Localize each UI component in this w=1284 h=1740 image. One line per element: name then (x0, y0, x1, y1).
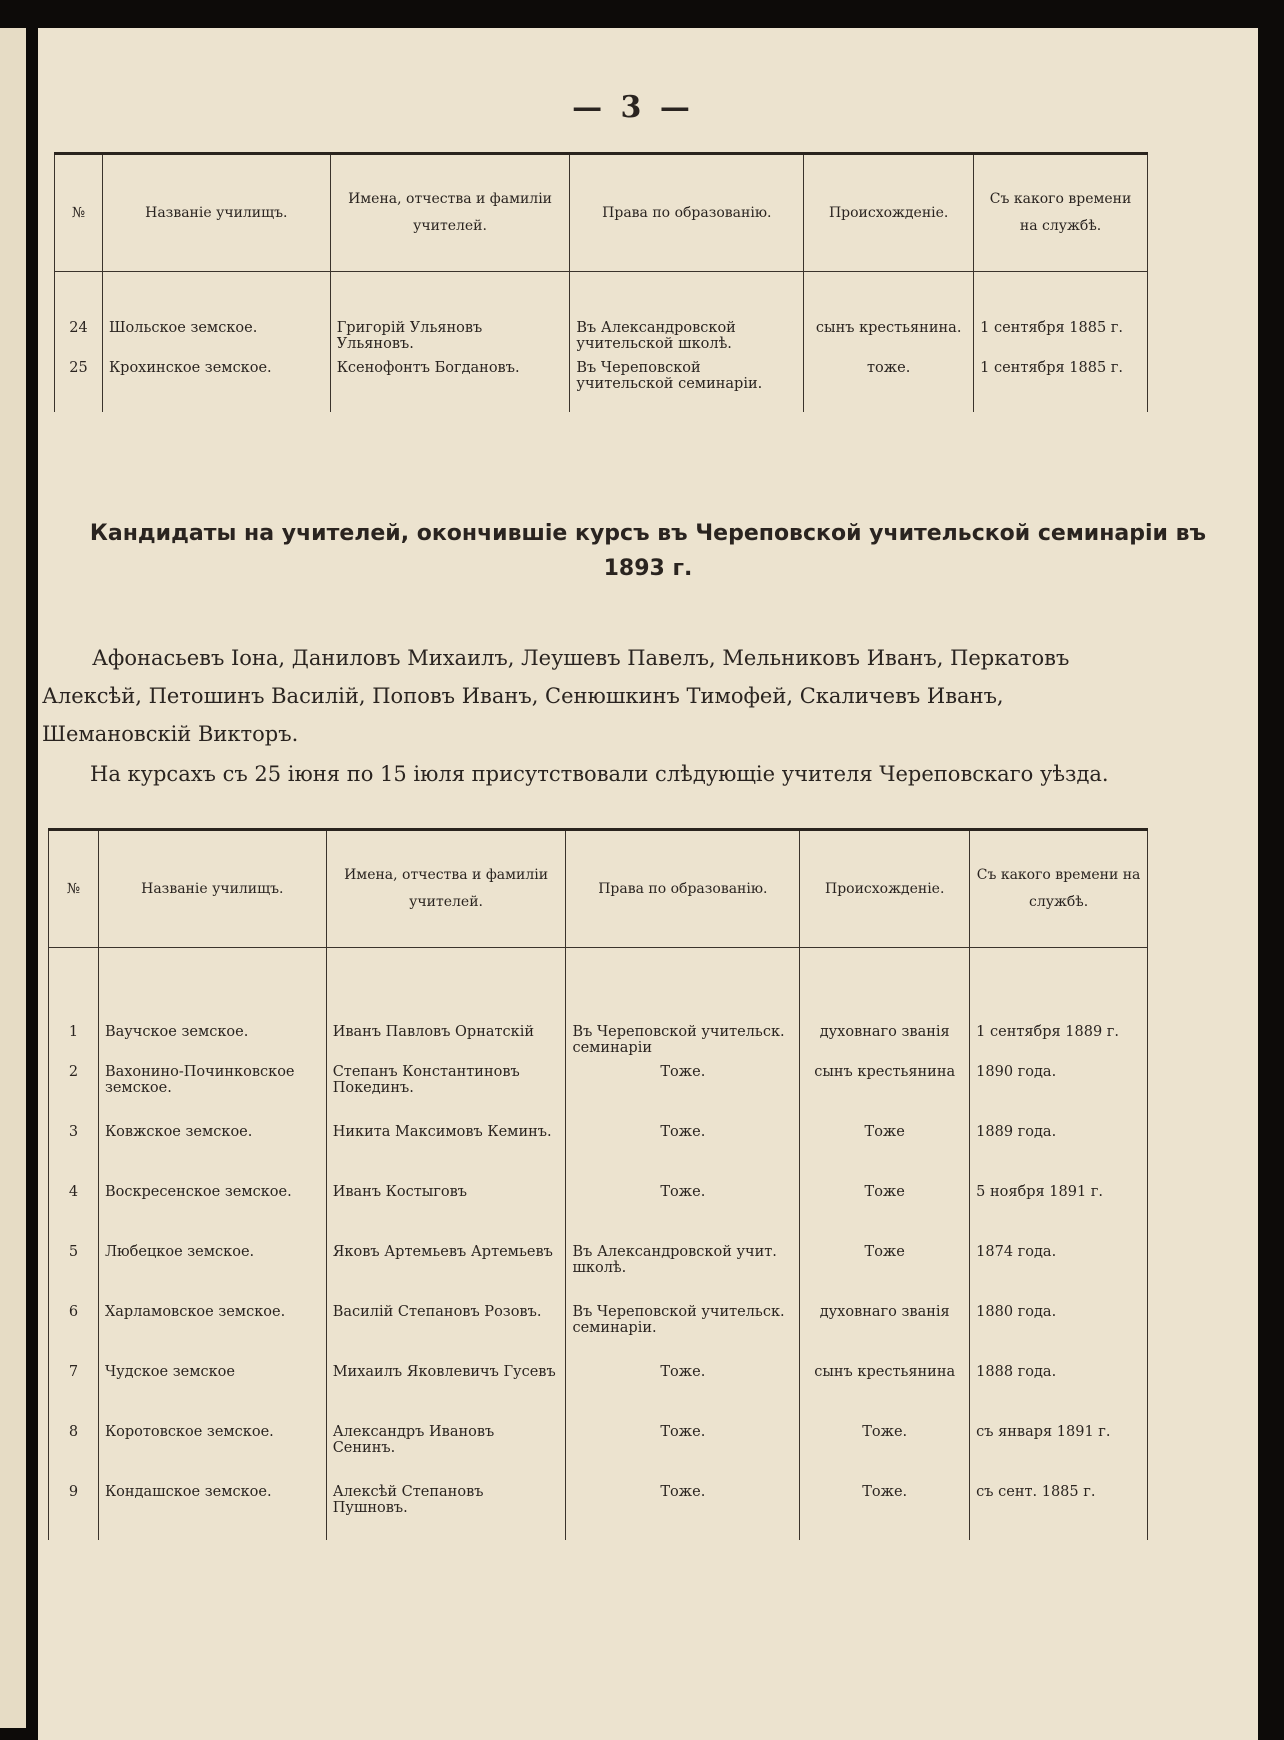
table-row (49, 1360, 1148, 1420)
school-name-cell: Шольское земское. (102, 272, 330, 357)
education-rights-cell: Въ Череповской учительск. семинаріи. (566, 1300, 800, 1360)
school-name-cell: Коротовское земское. (98, 1420, 326, 1480)
service-since-cell: 1 сентября 1889 г. (970, 948, 1148, 1061)
teacher-name-cell: Никита Максимовъ Кеминъ. (326, 1120, 566, 1180)
origin-cell: духовнаго званія (800, 948, 970, 1061)
teacher-name-cell: Ксенофонтъ Богдановъ. (330, 356, 570, 412)
col-header-school: Названіе училищъ. (102, 154, 330, 272)
service-since-cell: 1889 года. (970, 1120, 1148, 1180)
col-header-origin: Происхожденіе. (804, 154, 974, 272)
school-name-cell: Харламовское земское. (98, 1300, 326, 1360)
col-header-education: Права по образованію. (566, 830, 800, 948)
row-number-cell: 3 (49, 1120, 99, 1180)
candidates-list: Афонасьевъ Іона, Даниловъ Михаилъ, Леушевъ Павелъ, Мельниковъ Иванъ, Перкатовъ Алексѣй, Петошинъ Василій, Поповъ Иванъ, Сенюшкинъ Тимофей, Скаличевъ Иванъ, Шемановскій Викторъ. (42, 646, 1070, 746)
row-number-cell: 8 (49, 1420, 99, 1480)
teachers-table-2 (48, 828, 1148, 1540)
education-rights-cell: Тоже. (566, 1060, 800, 1120)
origin-cell: сынъ крестьянина (800, 1060, 970, 1120)
teacher-name-cell: Григорій Ульяновъ Ульяновъ. (330, 272, 570, 357)
origin-cell: Тоже (800, 1180, 970, 1240)
service-since-cell: 1890 года. (970, 1060, 1148, 1120)
service-since-cell: 1 сентября 1885 г. (974, 356, 1148, 412)
service-since-cell: 1874 года. (970, 1240, 1148, 1300)
origin-cell: Тоже (800, 1240, 970, 1300)
service-since-cell: 5 ноября 1891 г. (970, 1180, 1148, 1240)
col-header-school: Названіе училищъ. (98, 830, 326, 948)
table-row (49, 1180, 1148, 1240)
row-number-cell: 4 (49, 1180, 99, 1240)
document-page (38, 28, 1258, 1740)
school-name-cell: Вахонино-Починковское земское. (98, 1060, 326, 1120)
table-row (49, 1300, 1148, 1360)
school-name-cell: Чудское земское (98, 1360, 326, 1420)
col-header-number: № (55, 154, 103, 272)
education-rights-cell: Тоже. (566, 1480, 800, 1540)
education-rights-cell: Тоже. (566, 1180, 800, 1240)
school-name-cell: Любецкое земское. (98, 1240, 326, 1300)
col-header-since: Съ какого времени на службѣ. (970, 830, 1148, 948)
table-row (49, 1240, 1148, 1300)
origin-cell: тоже. (804, 356, 974, 412)
teacher-name-cell: Иванъ Павловъ Орнатскій (326, 948, 566, 1061)
col-header-teacher: Имена, отчества и фамиліи учителей. (330, 154, 570, 272)
education-rights-cell: Въ Череповской учительск. семинаріи (566, 948, 800, 1061)
table-row (49, 948, 1148, 1061)
school-name-cell: Воскресенское земское. (98, 1180, 326, 1240)
school-name-cell: Крохинское земское. (102, 356, 330, 412)
service-since-cell: съ января 1891 г. (970, 1420, 1148, 1480)
teacher-name-cell: Михаилъ Яковлевичъ Гусевъ (326, 1360, 566, 1420)
school-name-cell: Ковжское земское. (98, 1120, 326, 1180)
row-number-cell: 24 (55, 272, 103, 357)
origin-cell: сынъ крестьянина (800, 1360, 970, 1420)
service-since-cell: 1 сентября 1885 г. (974, 272, 1148, 357)
courses-intro: На курсахъ съ 25 іюня по 15 іюля присутствовали слѣдующіе учителя Череповскаго уѣзда. (90, 762, 1109, 786)
teachers-table-1 (54, 152, 1148, 412)
row-number-cell: 7 (49, 1360, 99, 1420)
row-number-cell: 5 (49, 1240, 99, 1300)
page-number: — 3 — (572, 90, 694, 125)
teacher-name-cell: Яковъ Артемьевъ Артемьевъ (326, 1240, 566, 1300)
row-number-cell: 9 (49, 1480, 99, 1540)
col-header-origin: Происхожденіе. (800, 830, 970, 948)
adjacent-page-edge (0, 28, 26, 1728)
candidates-heading: Кандидаты на учителей, окончившіе курсъ въ Череповской учительской семинаріи въ 1893 г. (89, 521, 1207, 582)
education-rights-cell: Въ Александровской учительской школѣ. (570, 272, 804, 357)
education-rights-cell: Тоже. (566, 1120, 800, 1180)
table-row (55, 356, 1148, 412)
origin-cell: духовнаго званія (800, 1300, 970, 1360)
origin-cell: Тоже. (800, 1480, 970, 1540)
teacher-name-cell: Степанъ Константиновъ Покединъ. (326, 1060, 566, 1120)
education-rights-cell: Въ Череповской учительской семинаріи. (570, 356, 804, 412)
teacher-name-cell: Иванъ Костыговъ (326, 1180, 566, 1240)
col-header-since: Съ какого времени на службѣ. (974, 154, 1148, 272)
col-header-number: № (49, 830, 99, 948)
teacher-name-cell: Василій Степановъ Розовъ. (326, 1300, 566, 1360)
education-rights-cell: Въ Александровской учит. школѣ. (566, 1240, 800, 1300)
service-since-cell: 1888 года. (970, 1360, 1148, 1420)
row-number-cell: 25 (55, 356, 103, 412)
table-row (49, 1060, 1148, 1120)
origin-cell: сынъ крестьянина. (804, 272, 974, 357)
col-header-teacher: Имена, отчества и фамиліи учителей. (326, 830, 566, 948)
row-number-cell: 1 (49, 948, 99, 1061)
table-row (55, 272, 1148, 357)
service-since-cell: 1880 года. (970, 1300, 1148, 1360)
teacher-name-cell: Алексѣй Степановъ Пушновъ. (326, 1480, 566, 1540)
school-name-cell: Кондашское земское. (98, 1480, 326, 1540)
education-rights-cell: Тоже. (566, 1420, 800, 1480)
row-number-cell: 2 (49, 1060, 99, 1120)
education-rights-cell: Тоже. (566, 1360, 800, 1420)
school-name-cell: Ваучское земское. (98, 948, 326, 1061)
table-row (49, 1480, 1148, 1540)
table-row (49, 1420, 1148, 1480)
origin-cell: Тоже. (800, 1420, 970, 1480)
table-row (49, 1120, 1148, 1180)
service-since-cell: съ сент. 1885 г. (970, 1480, 1148, 1540)
origin-cell: Тоже (800, 1120, 970, 1180)
teacher-name-cell: Александръ Ивановъ Сенинъ. (326, 1420, 566, 1480)
col-header-education: Права по образованію. (570, 154, 804, 272)
row-number-cell: 6 (49, 1300, 99, 1360)
